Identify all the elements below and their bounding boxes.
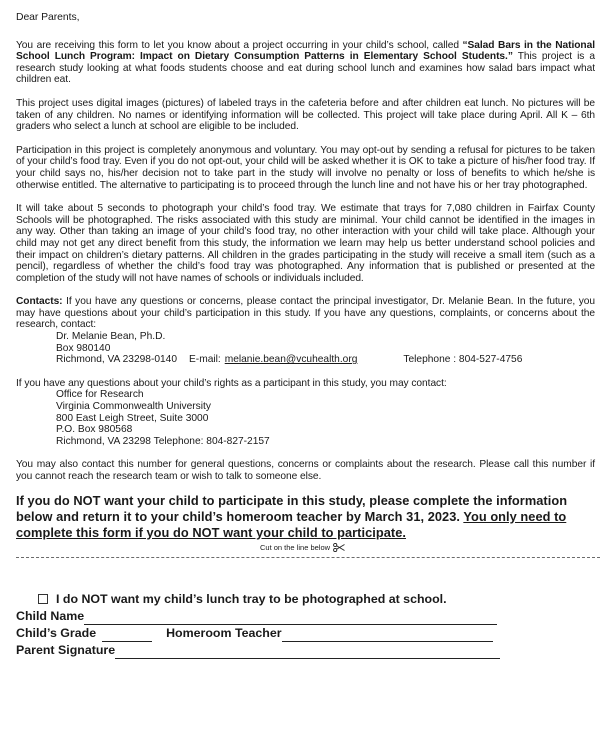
scissors-icon (333, 543, 345, 552)
investigator-box: Box 980140 (56, 342, 111, 354)
rights-address (16, 389, 595, 447)
greeting: Dear Parents, (16, 12, 80, 23)
cut-section (16, 541, 595, 563)
child-name-label: Child Name (16, 608, 85, 623)
homeroom-teacher-label: Homeroom Teacher (166, 625, 282, 640)
intro-pre: You are receiving this form to let you know about a project occurring in your child’s school, called (16, 39, 463, 51)
optout-checkbox-row (16, 591, 595, 608)
paragraph-images: This project uses digital images (pictures) of labeled trays in the cafeteria before and after children eat lunch. No pictures will be taken of any children. No names or identifying information will be collected. This project will take place during April. All K – 6th graders who select a lunch at school are eligible to be included. (16, 97, 595, 133)
paragraph-contacts (16, 296, 595, 331)
email-label: E-mail: (189, 354, 221, 366)
cut-note (260, 543, 345, 552)
contacts-text: If you have any questions or concerns, please contact the principal investigator, Dr. Melanie Bean. In the future, you may have questions about your child’s participation in this study. If you have any questions, complaints, or concerns about the research, contact: (16, 296, 595, 331)
investigator-address (16, 331, 595, 366)
optout-instructions (16, 493, 595, 541)
intro-post: This project is a research study looking at what foods students choose and eat during school lunch and examines how salad bars impact what children eat. (16, 51, 595, 86)
cut-note-text: Cut on the line below (260, 542, 331, 552)
child-name-row (16, 608, 595, 625)
study-title: “Salad Bars in the National School Lunch Program: Impact on Dietary Consumption Patterns in Elementary School Students.” (16, 39, 595, 63)
email-link[interactable]: melanie.bean@vcuhealth.org (224, 354, 358, 366)
signature-row (16, 642, 595, 659)
rights-line-3: 800 East Leigh Street, Suite 3000 (56, 412, 209, 424)
child-grade-label: Child’s Grade (16, 625, 97, 640)
optout-checkbox[interactable] (38, 594, 48, 604)
rights-line-1: Office for Research (56, 389, 144, 401)
optout-form (16, 591, 595, 659)
investigator-city: Richmond, VA 23298-0140 (56, 354, 178, 366)
optout-underlined: You only need to complete this form if you do NOT want your child to participate. (16, 508, 567, 540)
intro-paragraph (16, 40, 595, 86)
paragraph-risks: It will take about 5 seconds to photograph your child’s food tray. We estimate that trays for 7,080 children in Fairfax County Schools will be photographed. The risks associated with this study are minimal. Your child cannot be identified in the images in any way. Other than taking an image of your child’s food tray, no other interaction with your child will take place. Although your child may not get any direct benefit from this study, the information we learn may help us better understand school policies and their impact on children’s dietary patterns. All children in the grades participating in the study will receive a small item (such as a pencil), regardless of whether the child’s food tray was photographed. Any information that is published or presented at the completion of the study will not have names of schools or individuals included. (16, 203, 595, 284)
optout-text: If you do NOT want your child to participate in this study, please complete the information below and return it to your child’s homeroom teacher by March 31, 2023. (16, 492, 568, 524)
investigator-contact-row (56, 354, 595, 366)
rights-line-5: Richmond, VA 23298 Telephone: 804-827-2157 (56, 435, 270, 447)
child-grade-field[interactable] (102, 629, 152, 642)
parent-signature-field[interactable] (115, 646, 500, 659)
parent-signature-label: Parent Signature (16, 642, 116, 657)
child-name-field[interactable] (84, 612, 497, 625)
contacts-label: Contacts: (16, 296, 63, 308)
general-questions-paragraph: You may also contact this number for general questions, concerns or complaints about the research. Please call this number if you cannot reach the research team or wish to talk to someone else. (16, 459, 595, 482)
optout-checkbox-label: I do NOT want my child’s lunch tray to be photographed at school. (56, 591, 447, 606)
homeroom-teacher-field[interactable] (282, 629, 493, 642)
dashed-cut-line (16, 557, 600, 558)
investigator-phone: Telephone : 804-527-4756 (403, 354, 523, 366)
rights-paragraph: If you have any questions about your child’s rights as a participant in this study, you may contact: (16, 377, 447, 389)
grade-row (16, 625, 595, 642)
investigator-name: Dr. Melanie Bean, Ph.D. (56, 331, 166, 343)
rights-line-2: Virginia Commonwealth University (56, 401, 211, 413)
paragraph-participation: Participation in this project is completely anonymous and voluntary. You may opt-out by sending a refusal for pictures to be taken of your child’s food tray. Even if you do not opt-out, your child will be asked whether it is OK to take a picture of his/her food tray. If your child says no, his/her decision not to take part in the study will involve no penalty or loss of benefits to which he/she is otherwise entitled. The alternative to participating is to proceed through the lunch line and not have his or her tray photographed. (16, 144, 595, 191)
rights-line-4: P.O. Box 980568 (56, 424, 133, 436)
